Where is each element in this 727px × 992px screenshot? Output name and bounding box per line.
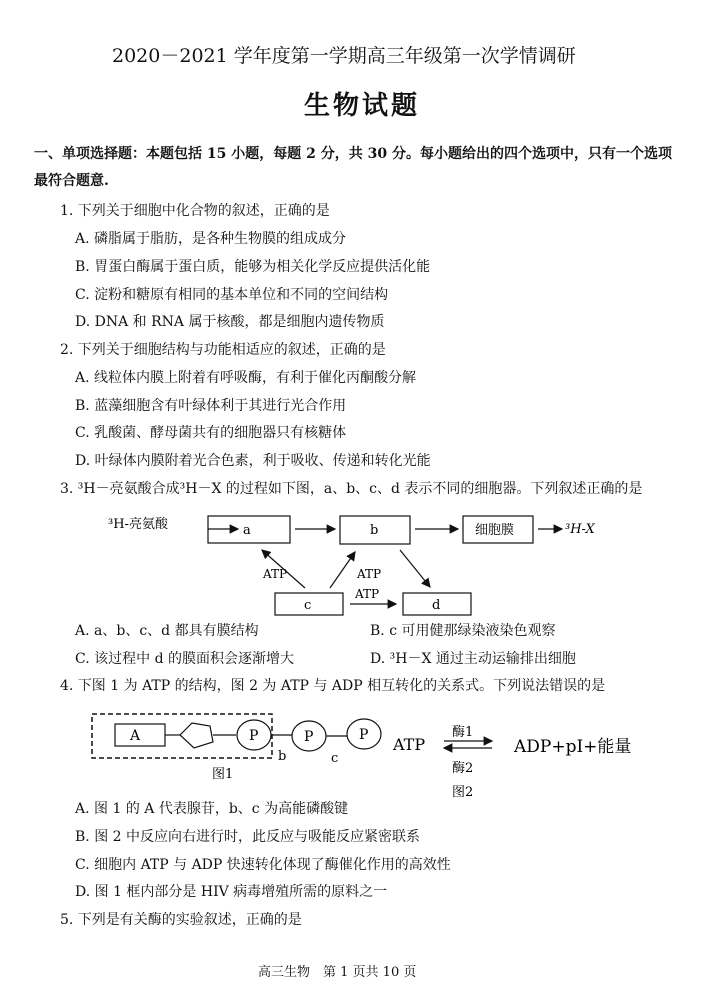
q2-option-a: A. 线粒体内膜上附着有呼吸酶，有利于催化丙酮酸分解 (75, 370, 417, 386)
q3-end-label: ³H-X (565, 522, 595, 537)
cell-membrane-label: 细胞膜 (475, 523, 515, 538)
adenine-label: A (130, 728, 141, 744)
q4-option-c: C. 细胞内 ATP 与 ADP 快速转化体现了酶催化作用的高效性 (75, 857, 451, 873)
q4-option-d: D. 图 1 框内部分是 HIV 病毒增殖所需的原料之一 (75, 884, 388, 900)
q1-option-c: C. 淀粉和糖原有相同的基本单位和不同的空间结构 (75, 287, 389, 303)
exam-header: 2020－2021 学年度第一学期高三年级第一次学情调研 (112, 45, 576, 67)
enzyme-1-label: 酶1 (452, 725, 474, 740)
page-footer: 高三生物 第 1 页共 10 页 (258, 965, 417, 980)
q3-option-a: A. a、b、c、d 都具有膜结构 (75, 623, 259, 639)
q2-option-b: B. 蓝藻细胞含有叶绿体利于其进行光合作用 (75, 398, 347, 414)
fig2-products: ADP+pI+能量 (514, 737, 632, 757)
bond-c-label: c (331, 751, 339, 766)
page-title: 生物试题 (304, 91, 421, 121)
figure-1-caption: 图1 (212, 767, 234, 782)
q1-stem: 1. 下列关于细胞中化合物的叙述，正确的是 (60, 203, 330, 219)
atp-dashed-frame (92, 714, 272, 758)
q3-option-b: B. c 可用健那绿染液染色观察 (370, 623, 556, 639)
figure-2-caption: 图2 (452, 785, 474, 800)
ribose-pentagon (180, 723, 213, 748)
enzyme-2-label: 酶2 (452, 761, 474, 776)
q3-option-d: D. ³H－X 通过主动运输排出细胞 (370, 651, 576, 667)
q5-stem: 5. 下列是有关酶的实验叙述，正确的是 (60, 912, 302, 928)
q1-option-a: A. 磷脂属于脂肪，是各种生物膜的组成成分 (75, 231, 347, 247)
section-instructions-line1: 一、单项选择题：本题包括 15 小题，每题 2 分，共 30 分。每小题给出的四个选项中，只有一个选项 (34, 146, 672, 162)
q4-option-a: A. 图 1 的 A 代表腺苷，b、c 为高能磷酸键 (75, 801, 349, 817)
organelle-d-label: d (432, 598, 441, 613)
section-instructions-line2: 最符合题意. (34, 173, 109, 189)
atp-label-3: ATP (355, 587, 380, 601)
fig2-atp-label: ATP (393, 735, 426, 754)
phosphate-2-label: P (304, 729, 314, 745)
bond-b-label: b (278, 749, 287, 764)
q4-option-b: B. 图 2 中反应向右进行时，此反应与吸能反应紧密联系 (75, 829, 420, 845)
q4-stem: 4. 下图 1 为 ATP 的结构，图 2 为 ATP 与 ADP 相互转化的关系式。下列说法错误的是 (60, 678, 606, 694)
q3-start-label: ³H-亮氨酸 (108, 517, 168, 532)
organelle-a-label: a (243, 523, 251, 538)
organelle-b-label: b (370, 523, 379, 538)
organelle-c-label: c (304, 598, 312, 613)
q3-option-c: C. 该过程中 d 的膜面积会逐渐增大 (75, 651, 294, 667)
atp-label-2: ATP (357, 567, 382, 581)
q3-stem: 3. ³H－亮氨酸合成³H－X 的过程如下图，a、b、c、d 表示不同的细胞器。下列叙述正确的是 (60, 481, 643, 497)
atp-label-1: ATP (263, 567, 288, 581)
q2-stem: 2. 下列关于细胞结构与功能相适应的叙述，正确的是 (60, 342, 386, 358)
q1-option-b: B. 胃蛋白酶属于蛋白质，能够为相关化学反应提供活化能 (75, 259, 431, 275)
q2-option-c: C. 乳酸菌、酵母菌共有的细胞器只有核糖体 (75, 425, 347, 441)
phosphate-1-label: P (249, 728, 259, 744)
q2-option-d: D. 叶绿体内膜附着光合色素，利于吸收、传递和转化光能 (75, 453, 431, 469)
phosphate-3-label: P (359, 727, 369, 743)
q1-option-d: D. DNA 和 RNA 属于核酸，都是细胞内遗传物质 (75, 314, 385, 330)
